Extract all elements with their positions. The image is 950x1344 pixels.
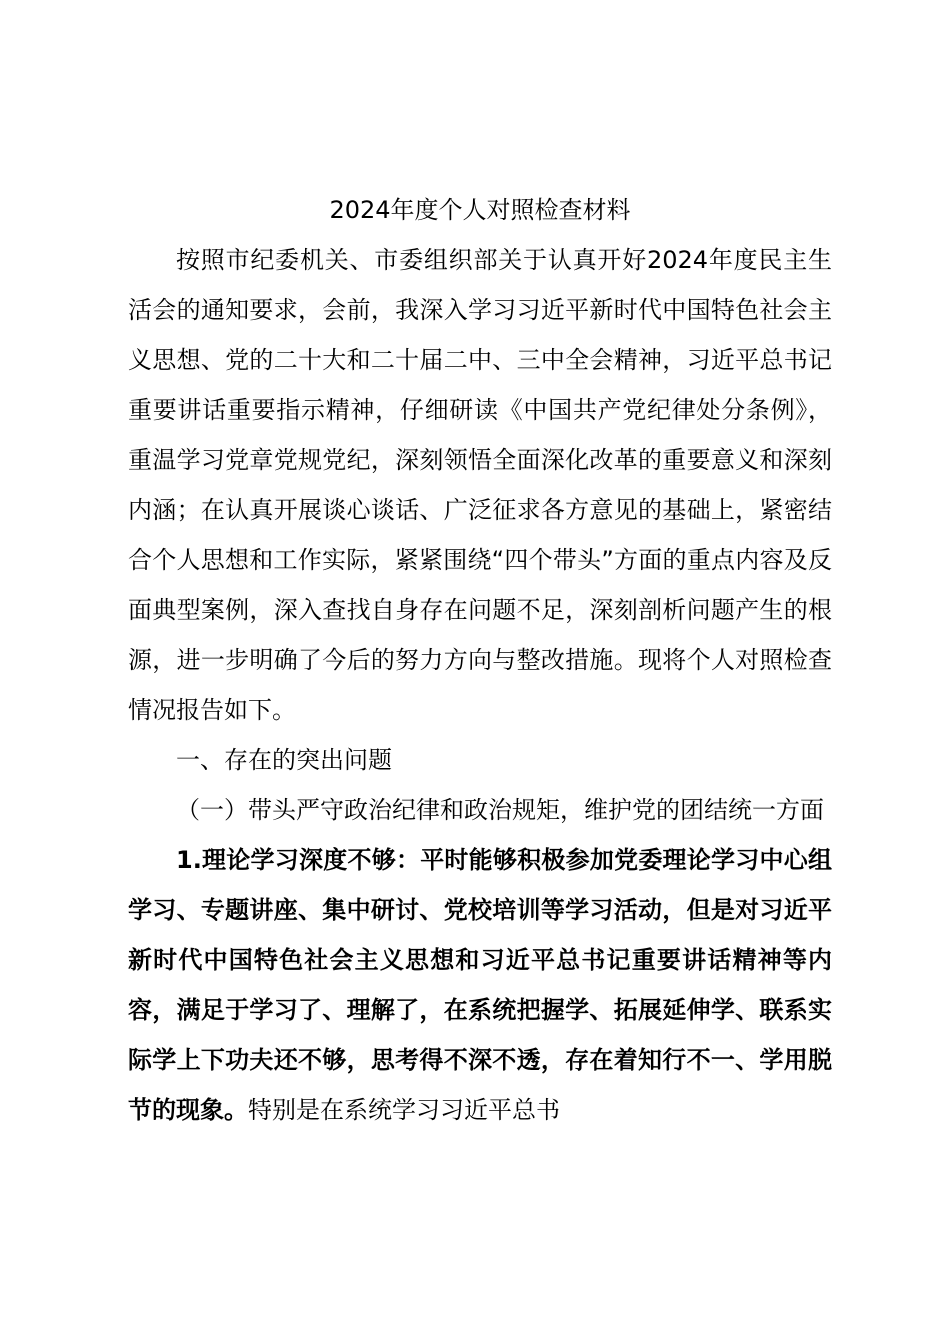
document-title: 2024年度个人对照检查材料: [329, 196, 631, 224]
item-normal-text: 特别是在系统学习习近平总书: [248, 1096, 560, 1124]
subsection-heading: （一）带头严守政治纪律和政治规矩，维护党的团结统一方面: [176, 796, 824, 824]
section-heading: 一、存在的突出问题: [176, 746, 392, 774]
document-page: [128, 185, 832, 1135]
item-paragraph: [128, 835, 832, 1135]
item-bold-text: 1.理论学习深度不够：平时能够积极参加党委理论学习中心组学习、专题讲座、集中研讨、党校培训等学习活动，但是对习近平新时代中国特色社会主义思想和习近平总书记重要讲话精神等内容，满足于学习了、理解了，在系统把握学、拓展延伸学、联系实际学上下功夫还不够，思考得不深不透，存在着知行不一、学用脱节的现象。: [128, 846, 832, 1124]
intro-paragraph: 按照市纪委机关、市委组织部关于认真开好2024年度民主生活会的通知要求，会前，我深入学习习近平新时代中国特色社会主义思想、党的二十大和二十届二中、三中全会精神，习近平总书记重要讲话重要指示精神，仔细研读《中国共产党纪律处分条例》，重温学习党章党规党纪，深刻领悟全面深化改革的重要意义和深刻内涵；在认真开展谈心谈话、广泛征求各方意见的基础上，紧密结合个人思想和工作实际，紧紧围绕“四个带头”方面的重点内容及反面典型案例，深入查找自身存在问题不足，深刻剖析问题产生的根源，进一步明确了今后的努力方向与整改措施。现将个人对照检查情况报告如下。: [128, 246, 832, 724]
